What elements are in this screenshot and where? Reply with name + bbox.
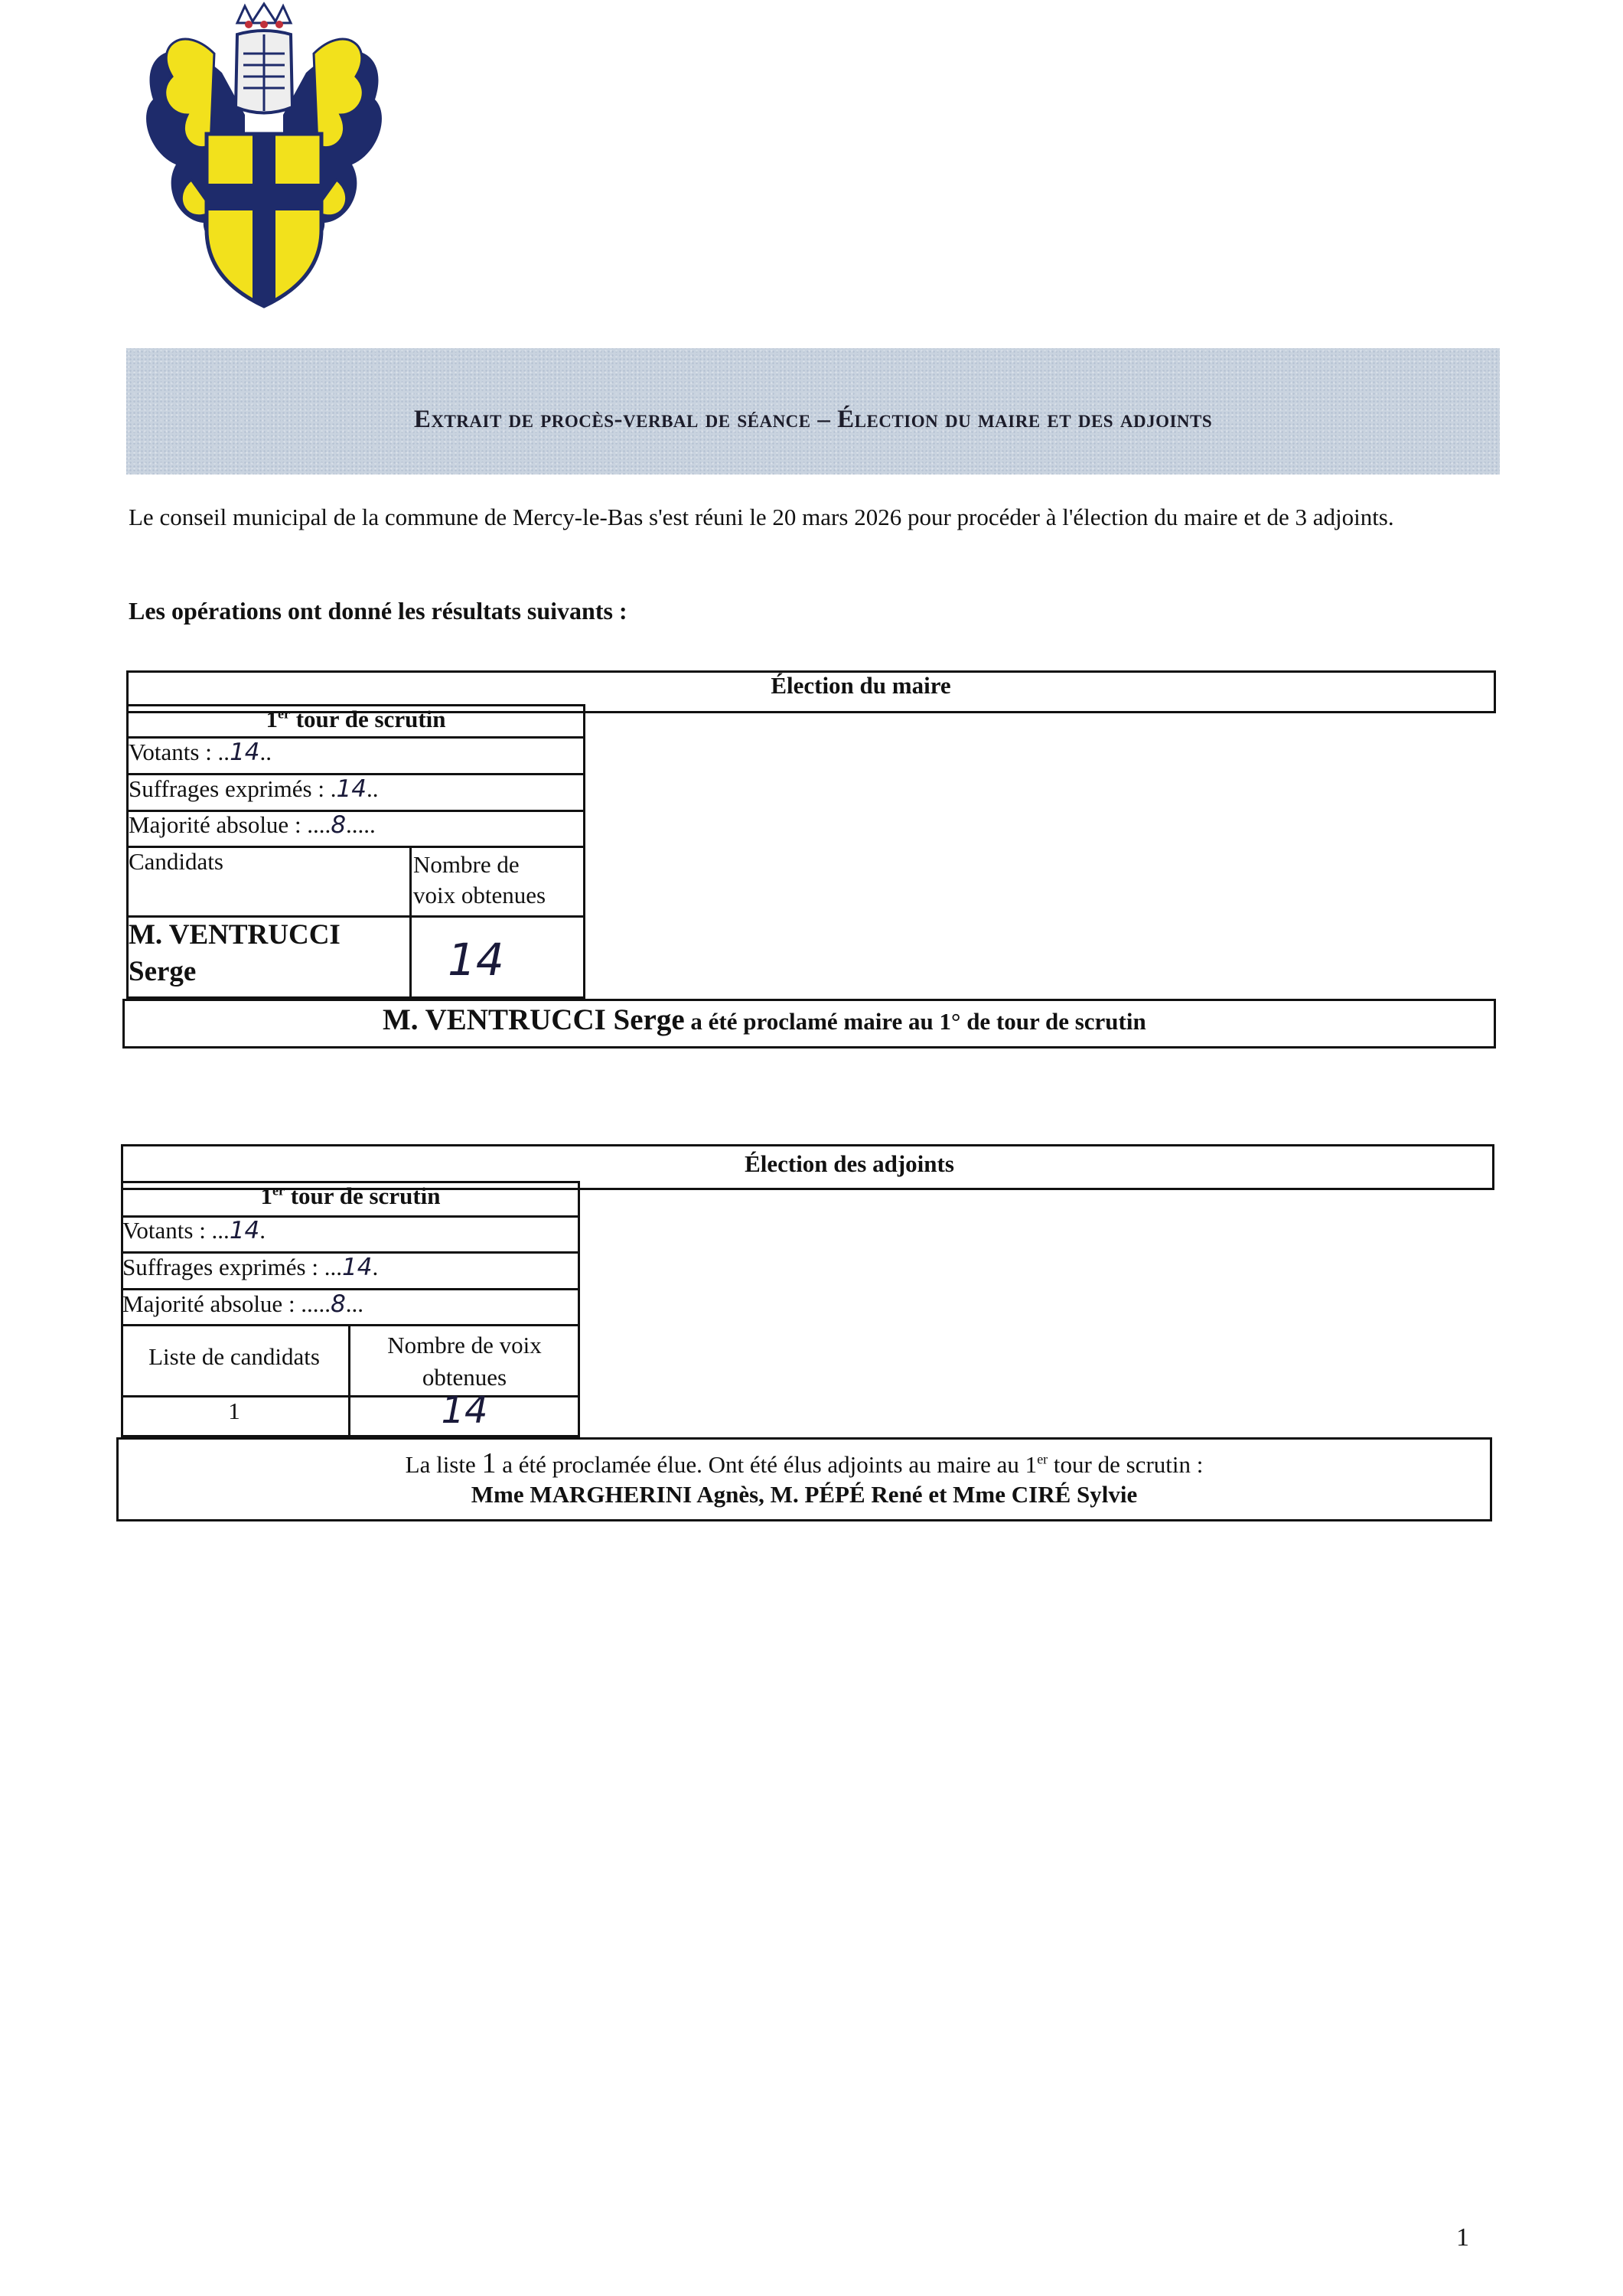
mayor-votants-value: 14	[230, 739, 260, 766]
mayor-result: M. VENTRUCCI Serge a été proclamé maire au 1° de tour de scrutin	[383, 1003, 1146, 1036]
mayor-result-name: M. VENTRUCCI Serge	[383, 1003, 685, 1036]
deputies-votants: Votants : ...14.	[122, 1217, 266, 1244]
deputies-col-votes: Nombre de voix obtenues	[387, 1332, 542, 1391]
title-banner	[126, 348, 1500, 475]
deputies-list-votes: 14	[441, 1389, 488, 1432]
mayor-majorite-value: 8	[331, 811, 347, 839]
deputies-col-list: Liste de candidats	[148, 1343, 320, 1370]
mayor-candidate-name: M. VENTRUCCI Serge	[129, 919, 341, 987]
deputies-round-label: 1er tour de scrutin	[260, 1182, 441, 1209]
document-title: Extrait de procès-verbal de séance – Élection du maire et des adjoints	[413, 406, 1213, 433]
mayor-round-label: 1er tour de scrutin	[266, 706, 446, 732]
deputies-votants-value: 14	[229, 1217, 260, 1244]
deputies-suffrages-value: 14	[341, 1254, 373, 1281]
intro-paragraph: Le conseil municipal de la commune de Mercy-le-Bas s'est réuni le 20 mars 2026 pour procéder à l'élection du maire et de 3 adjoints.	[129, 504, 1394, 530]
mayor-votants: Votants : ..14..	[129, 739, 272, 766]
mayor-suffrages-value: 14	[336, 775, 367, 803]
coat-of-arms-icon	[130, 0, 398, 314]
deputies-result-line2: Mme MARGHERINI Agnès, M. PÉPÉ René et Mme CIRÉ Sylvie	[471, 1481, 1138, 1508]
deputies-majorite-value: 8	[331, 1290, 346, 1318]
mayor-col-votes: Nombre de voix obtenues	[413, 851, 546, 908]
results-heading: Les opérations ont donné les résultats suivants :	[129, 597, 627, 625]
mayor-section-title: Élection du maire	[771, 672, 951, 699]
deputies-list-number: 1	[228, 1397, 240, 1424]
mayor-majorite: Majorité absolue : ....8.....	[129, 811, 376, 839]
deputies-majorite: Majorité absolue : .....8...	[122, 1290, 364, 1318]
deputies-section-title: Élection des adjoints	[745, 1150, 954, 1177]
mayor-candidate-votes: 14	[448, 934, 504, 986]
mayor-suffrages: Suffrages exprimés : .14..	[129, 775, 379, 803]
deputies-suffrages: Suffrages exprimés : ...14.	[122, 1254, 379, 1281]
deputies-result-line1: La liste 1 a été proclamée élue. Ont été élus adjoints au maire au 1er tour de scrutin :	[405, 1447, 1204, 1479]
page-number: 1	[1456, 2223, 1469, 2252]
mayor-col-candidates: Candidats	[129, 848, 223, 875]
